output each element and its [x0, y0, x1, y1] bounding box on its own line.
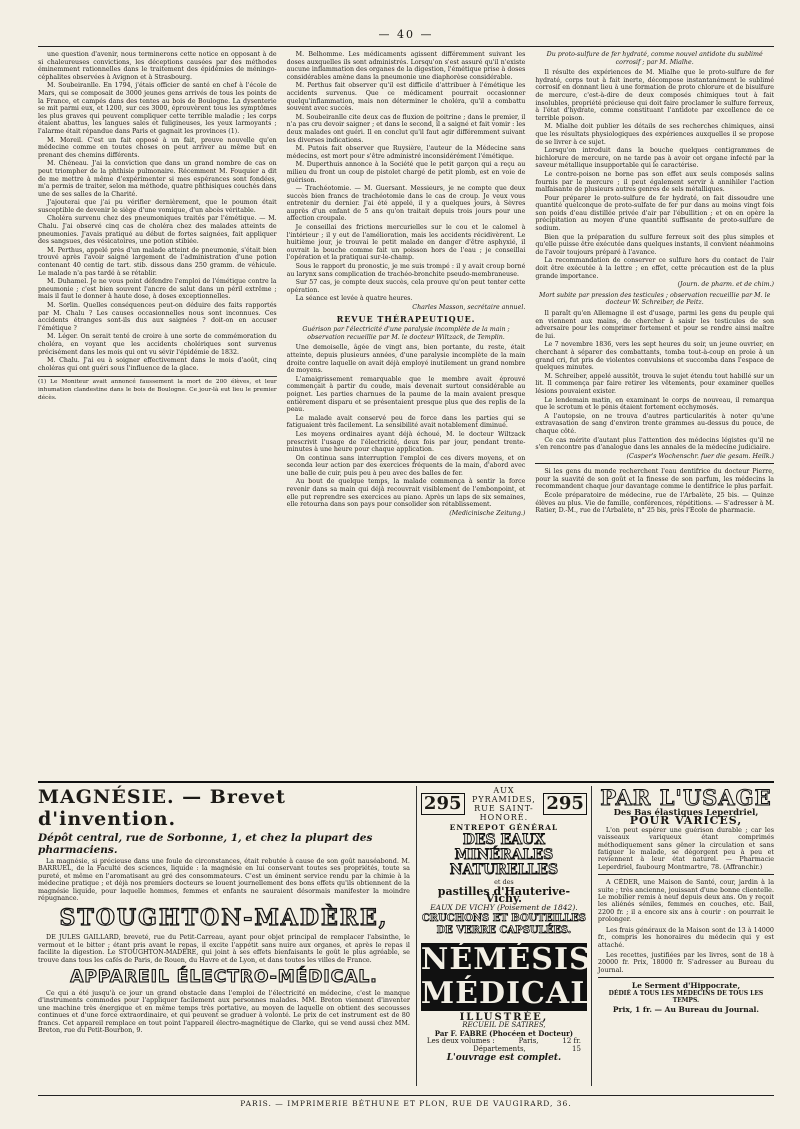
paragraph: On continua sans interruption l'emploi de ces divers moyens, et on seconda leur action par des exercices fréquents de la main, d'abord avec une balle de cuir, puis peu à peu avec des balles de fer. — [286, 454, 526, 477]
secretary-signature: Charles Masson, secrétaire annuel. — [412, 304, 526, 311]
nemesis-price-dept — [421, 1046, 587, 1053]
paragraph: — Trachéotomie. — M. Guersant. Messieurs, je ne compte que deux succès bien francs de trachéotomie dans le cas de croup. Je veux vous entretenir du dernier. J'ai été appelé, il y a quelques jours, à Sèvres auprès d'un enfant de 5 ans qu'on traitait depuis trois jours pour une affection croupale. — [286, 185, 526, 223]
section-subtitle: Guérison par l'électricité d'une paralysie incomplète de la main ; observation recueillie par M. le docteur Wiltzack, de Templin. — [302, 326, 510, 341]
paragraph: École préparatoire de médecine, rue de l'Arbalète, 25 bis. — Quinze élèves au plus. Vie de famille, conférences, répétitions. — S'adresser à M. Ratier, D.-M., rue de l'Arbalète, n° 25 bis, près l'École de pharmacie. — [535, 492, 775, 515]
appareil-headline: APPAREIL ÉLECTRO-MÉDICAL. — [70, 967, 378, 988]
usage-text-4: Les recettes, justifiées par les livres, sont de 18 à 20000 fr. Prix, 18000 fr. S'adresser au Bureau du Journal. — [597, 950, 774, 974]
printer-footer: PARIS. — IMPRIMERIE BÉTHUNE ET PLON, RUE DE VAUGIRARD, 36. — [38, 1095, 774, 1108]
section-source: (Medicinische Zeitung.) — [449, 509, 526, 517]
nemesis-recueil: RECUEIL DE SATIRES, — [462, 1021, 546, 1030]
eaux-minerales: DES EAUX MINÉRALES NATURELLES — [449, 832, 559, 879]
paragraph: L'amaigrissement remarquable que le membre avait éprouvé commençait à partir du coude, mais devenait surtout considérable au poignet. Les parties charnues de la paume de la main avaient presque entièrement disparu et se présentaient presque plus que des replis de la peau. — [286, 375, 526, 414]
paragraph: M. Duhamel. Je ne vous point défendre l'emploi de l'émétique contre la pneumonie ; c'est bien souvent l'ancre de salut dans un péril extrême ; mais il faut le donner à haute dose, à doses exceptionnelles. — [38, 278, 277, 301]
paragraph: Bien que la préparation du sulfure ferreux soit des plus simples et qu'elle puisse être exécutée dans quelques instants, il convient néanmoins de l'avoir toujours préparé à l'avance. — [535, 233, 775, 256]
newspaper-page — [38, 28, 774, 1108]
paris-label: Paris, — [518, 1037, 539, 1046]
ads-left — [38, 786, 410, 1086]
appareil-text: Ce qui a été jusqu'à ce jour un grand obstacle dans l'emploi de l'électricité en médecine, c'est le manque d'instruments commodes pour l'appliquer facilement aux personnes malades. MM. Breton viennent d'inventer une machine très énergique et en même temps très portative, au moyen de laquelle on obtient des secousses continues et d'une force extraordinaire, et qui peuvent se graduer à volonté. Le prix de cet instrument est de 80 francs. Cet appareil remplace en tout point l'appareil électro-magnétique de Clarke, qui se vend aussi chez MM. Breton, rue du Petit-Bourbon, 9. — [38, 989, 410, 1035]
top-rule — [38, 46, 774, 47]
column-2 — [287, 51, 526, 777]
bas-elastiques: Des Bas élastiques Leperdriel, — [613, 808, 759, 818]
entrepot-label: ENTREPOT GÉNÉRAL — [449, 823, 559, 832]
mort-subite-title: Mort subite par pression des testicules ; observation recueillie par M. le docteur W. Schreiber, de Peitz. — [539, 291, 771, 307]
paragraph: Lorsqu'on introduit dans la bouche quelques centigrammes de bichlorure de mercure, on ne tarde pas à avoir cet organe infecté par la saveur métallique insupportable qui le caractérise. — [535, 147, 775, 170]
magnesie-text: La magnésie, si précieuse dans une foule de circonstances, était rebutée à cause de son goût nauséabond. M. BARRUEL, de la Faculté des sciences, liquide : la magnésie en lui conservant toutes ses propriétés, toute sa pureté, et même en l'aromatisant au gré des consommateurs. C'est un éminent service rendu par la chimie à la médecine pratique ; et déjà nos premiers docteurs se louent journellement des bons effets qu'ils obtiennent de la magnésie liquide, pour laquelle hommes, femmes et enfants ne sauraient désormais manifester la moindre répugnance. — [38, 857, 410, 903]
paragraph: Je conseillai des frictions mercurielles sur le cou et le calomel à l'intérieur ; il y eut de l'amélioration, mais les accidents récidivèrent. Le huitième jour, je trouvai le petit malade en danger d'être asphyxié, il ouvrait la bouche comme fait un poisson hors de l'eau ; je conseillai l'opération et la pratiquai sur-le-champ. — [286, 224, 526, 262]
paragraph: Les moyens ordinaires ayant déjà échoué, M. le docteur Wiltzack prescrivit l'usage de l'électricité, deux fois par jour, pendant trente-minutes à une heure pour chaque application. — [286, 430, 526, 454]
serment-sub: DÉDIÉ A TOUS LES MÉDECINS DE TOUS LES TEMPS. — [608, 989, 764, 1004]
serment-price: Prix, 1 fr. — Au Bureau du Journal. — [612, 1005, 760, 1015]
paragraph: La séance est levée à quatre heures. — [295, 295, 413, 303]
paragraph: Au bout de quelque temps, la malade commença à sentir la force revenir dans sa main qui déjà recouvrait visiblement de l'embonpoint, et elle put reprendre ses exercices au piano. Après un laps de six semaines, elle retourna dans son pays pour consolider son rétablissement. — [286, 478, 526, 509]
number-left: 295 — [421, 793, 465, 815]
paragraph: Une demoiselle, âgée de vingt ans, bien portante, du reste, était atteinte, depuis plusieurs années, d'une paralysie incomplète de la main droite contre laquelle on avait déjà employé inutilement un grand nombre de moyens. — [286, 344, 526, 375]
paragraph: M. Chéneau. J'ai la conviction que dans un grand nombre de cas on peut triompher de la phthisie pulmonaire. Récemment M. Fouquier a dit de me mettre à même d'expérimenter si mes espérances sont fondées, m'a permis de traiter, selon ma méthode, quatre phthisiques couchés dans une de ses salles de la Charité. — [38, 160, 277, 198]
pyramides-name: AUX PYRAMIDES, — [472, 786, 536, 804]
volumes-label: Les deux volumes : — [426, 1037, 495, 1046]
pastilles: pastilles d'Hauterive-Vichy. — [437, 884, 571, 906]
paragraph: Il résulte des expériences de M. Mialhe que le proto-sulfure de fer hydraté, corps tout à fait inerte, décompose instantanément le sublimé corrosif en donnant lieu à une formation de proto chlorure et de bisulfure de mercure, c'est-à-dire de deux composés chimiques tout à fait insolubles, propriété précieuse qui doit faire proclamer le sulfure ferreux, à l'état d'hydrate, comme constituant l'antidote par excellence de ce terrible poison. — [535, 69, 775, 122]
cruchons: CRUCHONS ET BOUTEILLES DE VERRE CAPSULÉES. — [421, 913, 587, 937]
usage-text-2: A CÉDER, une Maison de Santé, cour, jardin à la suite ; très ancienne, jouissant d'une bonne clientelle. Le mobilier remis à neuf depuis deux ans. On y reçoit les aliénés séniles, femmes en couches, etc. Bail, 2200 fr. ; il a encore six ans à courir : on pourrait le prolonger. — [597, 878, 774, 924]
pyramides-title — [465, 786, 544, 822]
usage-text-1: L'on peut espérer une guérison durable ; car les vaisseaux variqueux étant comprimés méthodiquement sans gêner la circulation et sans fatiguer le malade, se dégorgent peu à peu et reviennent à leur état naturel. — Pharmacie Leperdriel, faubourg Montmartre, 78. (Affranchir.) — [597, 825, 774, 871]
paragraph: M. Schreiber, appelé aussitôt, trouva le sujet étendu tout habillé sur un lit. Il commença par faire retirer les vêtements, pour examiner quelles lésions pouvaient exister. — [535, 372, 775, 395]
paragraph: Il paraît qu'en Allemagne il est d'usage, parmi les gens du peuple qui en viennent aux mains, de chercher à saisir les testicules de son adversaire pour les comprimer fortement et pour se rendre ainsi maître de lui. — [535, 310, 775, 340]
antidote-source: (Journ. de pharm. et de chim.) — [677, 281, 775, 289]
right-rule-2 — [598, 977, 774, 978]
nemesis-author: Par F. FABRE (Phocéen et Docteur) — [434, 1028, 574, 1038]
stoughton-text: DE JULES GAILLARD, breveté, rue du Petit-Carreau, ayant pour objet principal de remplacer l'absinthe, le vermout et le bitter ; étant pris avant le repas, il excite l'appétit sans nuire aux organes, et après le repas il facilite la digestion. Le STOUGHTON-MADÈRE, qui joint à ses effets bienfaisants le goût le plus agréable, se trouve dans tous les cafés de Paris, de Rouen, du Havre et de Lyon, et dans toutes les villes de France. — [38, 933, 410, 964]
col3-rule — [535, 463, 774, 464]
paragraph: M. Belhomme. Les médicaments agissent différemment suivant les doses auxquelles ils sont administrés. Lorsqu'on s'est assuré qu'il n'existe aucune inflammation des organes de la digestion, l'émétique prise à doses considérables amène dans la pneumonie une diaphorèse considérable. — [286, 51, 526, 81]
number-right: 295 — [543, 793, 587, 815]
paragraph: Sur 57 cas, je compte deux succès, cela prouve qu'on peut tenter cette opération. — [286, 279, 526, 294]
pyramides-street: RUE SAINT-HONORÉ. — [474, 804, 534, 822]
et-des: et des — [494, 878, 514, 887]
paragraph: M. Mialhe doit publier les détails de ses recherches chimiques, ainsi que les résultats physiologiques des expériences auxquelles il se propose de se livrer à ce sujet. — [535, 123, 775, 146]
eaux-vichy: EAUX DE VICHY (Poisement de 1842). — [430, 902, 578, 912]
ads-middle — [416, 786, 617, 1086]
paragraph: M. Chalu. J'ai eu à soigner effectivement dans le mois d'août, cinq choléras qui ont guéri sous l'influence de la glace. — [38, 357, 277, 372]
paragraph: J'ajouterai que j'ai pu vérifier dernièrement, que le poumon était susceptible de devenir le siège d'une vomique, d'un abcès véritable. — [38, 199, 277, 214]
paragraph: Sous le rapport du pronostic, je me suis trompé : il y avait croup borné au larynx sans complication de trachéo-bronchite pseudo-membraneuse. — [286, 263, 526, 278]
paragraph: M. Moreil. C'est un fait opposé à un fait, preuve nouvelle qu'en médecine comme en toutes choses on peut arriver au même but en prenant des chemins différents. — [38, 136, 277, 159]
paragraph: Pour préparer le proto-sulfure de fer hydraté, on fait dissoudre une quantité quelconque de proto-sulfate de fer pur dans au moins vingt fois son poids d'eau distillée privée d'air par l'ébullition ; et on en opère la précipitation au moyen d'une quantité suffisante de proto-sulfure de sodium. — [535, 194, 775, 233]
paragraph: La recommandation de conserver ce sulfure hors du contact de l'air doit être exécutée à la lettre ; en effet, cette précaution est de la plus grande importance. — [535, 257, 775, 280]
paragraph: M. Sorlin. Quelles conséquences peut-on déduire des faits rapportés par M. Chalu ? Les causes occasionnelles nous sont inconnues. Ces accidents étranges sont-ils dus aux saignées ? doit-on en accuser l'émétique ? — [38, 302, 277, 332]
notices-body — [535, 468, 774, 515]
paragraph: M. Perthus, appelé près d'un malade atteint de pneumonie, s'était bien trouvé après l'avoir saigné largement de l'administration d'une potion contenant 40 centig de tart. stib. dissous dans 250 gramm. de véhicule. Le malade n'a pas tardé à se rétablir. — [38, 246, 277, 277]
paragraph: M. Soubeiranlle cite deux cas de fluxion de poitrine ; dans le premier, il n'a pas cru devoir saigner ; et dans le second, il a saigné et fait vomir : les deux malades ont guéri. Il en conclut qu'il faut agir différemment suivant les diverses indications. — [286, 113, 526, 144]
article-columns — [38, 51, 774, 777]
page-number: — 40 — — [378, 28, 434, 41]
ads-rule — [38, 781, 774, 783]
stoughton-headline: STOUGHTON-MADÈRE, — [59, 905, 389, 932]
paris-price: 12 fr. — [562, 1037, 581, 1046]
antidote-body — [535, 69, 774, 280]
antidote-title: Du proto-sulfure de fer hydraté, comme nouvel antidote du sublimé corrosif ; par M. Mialhe. — [546, 51, 763, 66]
paragraph: A l'autopsie, on ne trouva d'autres particularités à noter qu'une extravasation de sang d'environ trente grammes au-dessus du pouce, de chaque côté. — [535, 412, 775, 435]
paragraph: Si les gens du monde recherchent l'eau dentifrice du docteur Pierre, pour la suavité de son goût et la finesse de son parfum, les médecins la recommandent chaque jour davantage comme le dentifrice le plus parfait. — [535, 468, 775, 491]
paragraph: M. Léger. On serait tenté de croire à une sorte de commémoration du choléra, en voyant que les accidents cholériques sont survenus précisément dans les mois qui ont vu sévir l'épidémie de 1832. — [38, 333, 277, 356]
magnesie-headline: MAGNÉSIE. — Brevet d'invention. — [38, 786, 286, 830]
ads-right — [598, 786, 774, 1086]
paragraph: M. Soubeiranlle. En 1794, j'étais officier de santé en chef à l'école de Mars, qui se composait de 3000 jeunes gens arrivés de tous les points de la France, et campés dans des tentes au bois de Boulogne. La dysenterie se mit parmi eux, et 1200, sur ces 3000, éprouvèrent tous les symptômes les plus graves qui peuvent compliquer cette terrible maladie ; les corps étaient abattus, les langues sales et fuligineuses, les yeux larmoyants ; l'alarme était répandue dans Paris et gagnait les provinces (1). — [38, 82, 277, 135]
dept-label: Départements, — [473, 1044, 526, 1053]
footnote: (1) Le Moniteur avait annoncé faussement la mort de 200 élèves, et leur inhumation clandestine dans le bois de Boulogne. Ce jour-là eut lieu le premier décès. — [38, 376, 277, 402]
paragraph: Le 7 novembre 1836, vers les sept heures du soir, un jeune ouvrier, en cherchant à séparer des combattants, tomba tout-à-coup en proie à un grand cri, fut pris de violentes convulsions et succomba dans l'espace de quelques minutes. — [535, 341, 775, 372]
paragraph: Le malade avait conservé peu de force dans les parties qui se fatiguaient très facilement. La sensibilité avait notablement diminué. — [286, 414, 526, 430]
nemesis-illustree: ILLUSTRÉE, — [459, 1012, 549, 1024]
paragraph: Ce cas mérite d'autant plus l'attention des médecins légistes qu'il ne s'en rencontre pas d'analogue dans les annales de la médecine judiciaire. — [535, 436, 775, 452]
magnesie-depot: Dépôt central, rue de Sorbonne, 1, et chez la plupart des pharmaciens. — [38, 832, 373, 856]
paragraph: M. Perthus fait observer qu'il est difficile d'attribuer à l'émétique les accidents survenus. Que ce médicament pourrait occasionner quelqu'inflammation, mais non déterminer le choléra, qu'il a combattu souvent avec succès. — [286, 82, 526, 113]
column-1 — [38, 51, 277, 777]
paragraph: Le lendemain matin, en examinant le corps de nouveau, il remarqua que le scrotum et le pénis étaient fortement ecchymosés. — [535, 396, 775, 412]
column-3 — [535, 51, 774, 777]
section-title: REVUE THÉRAPEUTIQUE. — [336, 313, 476, 324]
column-2-body — [287, 51, 526, 303]
section-body — [287, 344, 526, 508]
mort-subite-source: (Casper's Wochenschr. fuer die gesam. Heilk.) — [626, 452, 775, 460]
advertisements — [38, 786, 774, 1086]
nemesis-complete: L'ouvrage est complet. — [446, 1053, 562, 1064]
usage-headline: PAR L'USAGE — [600, 785, 772, 810]
paragraph: une question d'avenir, nous terminerons cette notice en opposant à de si chaleureuses convictions, les déceptions causées par des méthodes éminemment rationnelles dans le traitement des épidémies de méningo-céphalites observées à Avignon et à Strasbourg. — [38, 51, 277, 81]
usage-text-3: Les frais généraux de la Maison sont de 13 à 14000 fr., compris les honoraires du médecin qui y est attaché. — [597, 925, 774, 949]
mort-subite-body — [535, 310, 774, 452]
column-1-body — [38, 51, 277, 372]
paragraph: M. Duperthuis annonce à la Société que le petit garçon qui a reçu au milieu du front un coup de pistolet chargé de petit plomb, est en voie de guérison. — [286, 161, 526, 184]
pour-varices: POUR VARICES, — [629, 814, 743, 828]
paragraph: Choléra survenu chez des pneumoniques traités par l'émétique. — M. Chalu. J'ai observé cinq cas de choléra chez des malades atteints de pneumonies. J'avais pratiqué au début de fortes saignées, fait appliquer des sangsues, des vésicatoires, une potion stibiée. — [38, 215, 277, 246]
serment-title: Le Serment d'Hippocrate, — [631, 981, 741, 991]
paragraph: M. Putois fait observer que Ruysière, l'auteur de la Médecine sans médecins, est mort pour s'être administré inconsidérément l'émétique. — [286, 145, 526, 160]
paragraph: Le contre-poison ne borne pas son effet aux seuls composés salins fournis par le mercure ; il peut également servir à annihiler l'action malfaisante de plusieurs autres genres de sels métalliques. — [535, 170, 775, 194]
dept-price: 15 — [572, 1044, 581, 1053]
right-rule-1 — [598, 874, 774, 875]
nemesis-title: NÉMÉSIS MÉDICALE — [420, 942, 617, 1012]
pyramides-header — [421, 786, 587, 822]
